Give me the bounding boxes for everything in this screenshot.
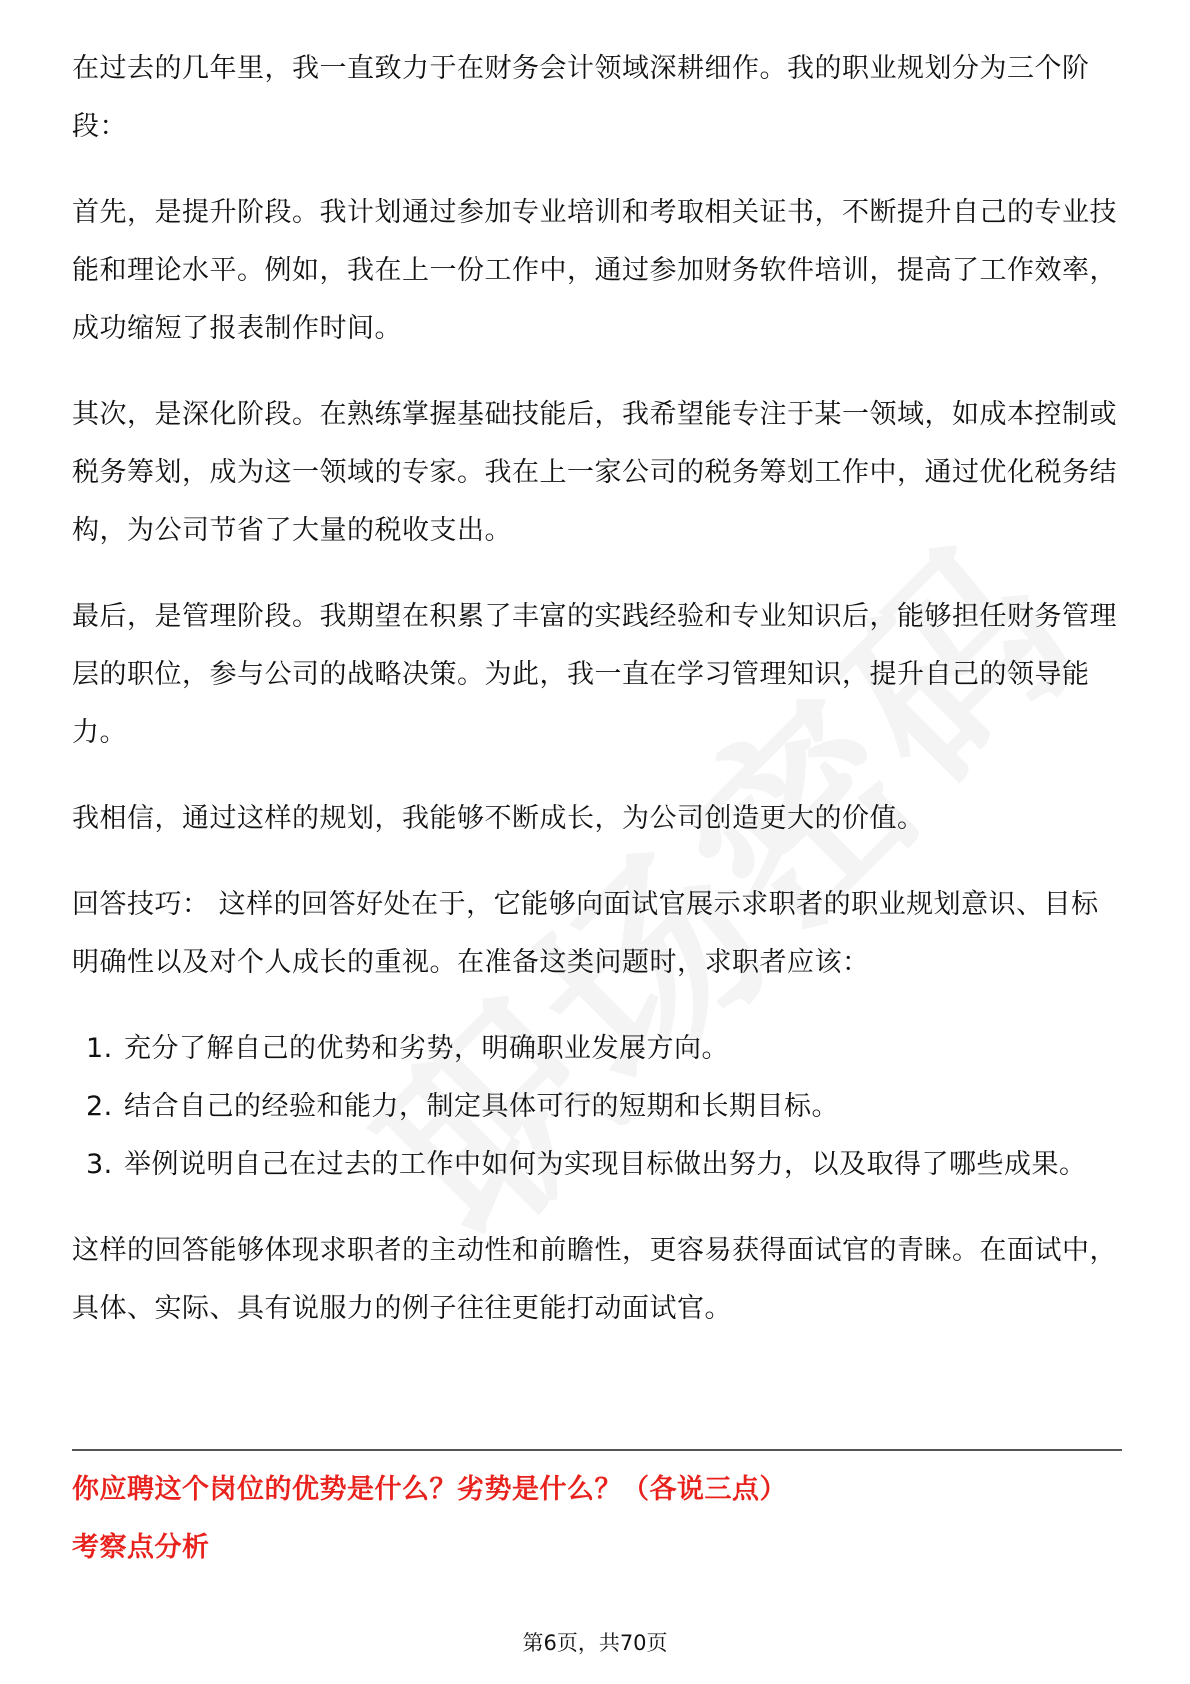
paragraph-stage-3: 最后，是管理阶段。我期望在积累了丰富的实践经验和专业知识后，能够担任财务管理层的职位，参与公司的战略决策。为此，我一直在学习管理知识，提升自己的领导能力。 (72, 601, 1117, 748)
tips-list (72, 1020, 1122, 1194)
list-item-text: 结合自己的经验和能力，制定具体可行的短期和长期目标。 (124, 1091, 839, 1122)
list-item-number: 1. (86, 1033, 113, 1064)
paragraph-belief: 我相信，通过这样的规划，我能够不断成长，为公司创造更大的价值。 (72, 803, 925, 834)
paragraph-stage-1: 首先，是提升阶段。我计划通过参加专业培训和考取相关证书，不断提升自己的专业技能和理论水平。例如，我在上一份工作中，通过参加财务软件培训，提高了工作效率，成功缩短了报表制作时间。 (72, 197, 1117, 344)
paragraph-conclusion: 这样的回答能够体现求职者的主动性和前瞻性，更容易获得面试官的青睐。在面试中，具体、实际、具有说服力的例子往往更能打动面试官。 (72, 1235, 1117, 1324)
analysis-heading: 考察点分析 (72, 1532, 210, 1563)
list-item (72, 1078, 1122, 1136)
section-divider (72, 1449, 1122, 1451)
next-question-heading: 你应聘这个岗位的优势是什么？劣势是什么？（各说三点） (72, 1474, 787, 1505)
list-item-number: 2. (86, 1091, 113, 1122)
paragraph-intro: 在过去的几年里，我一直致力于在财务会计领域深耕细作。我的职业规划分为三个阶段： (72, 53, 1090, 142)
body-content (72, 40, 1122, 1366)
list-item-number: 3. (86, 1149, 113, 1180)
page-footer: 第6页，共70页 (522, 1631, 668, 1655)
paragraph-tips: 回答技巧： 这样的回答好处在于，它能够向面试官展示求职者的职业规划意识、目标明确性以及对个人成长的重视。在准备这类问题时，求职者应该： (72, 889, 1099, 978)
list-item (72, 1136, 1122, 1194)
paragraph-stage-2: 其次，是深化阶段。在熟练掌握基础技能后，我希望能专注于某一领域，如成本控制或税务筹划，成为这一领域的专家。我在上一家公司的税务筹划工作中，通过优化税务结构，为公司节省了大量的税收支出。 (72, 399, 1117, 546)
list-item (72, 1020, 1122, 1078)
list-item-text: 充分了解自己的优势和劣势，明确职业发展方向。 (124, 1033, 729, 1064)
list-item-text: 举例说明自己在过去的工作中如何为实现目标做出努力，以及取得了哪些成果。 (124, 1149, 1087, 1180)
